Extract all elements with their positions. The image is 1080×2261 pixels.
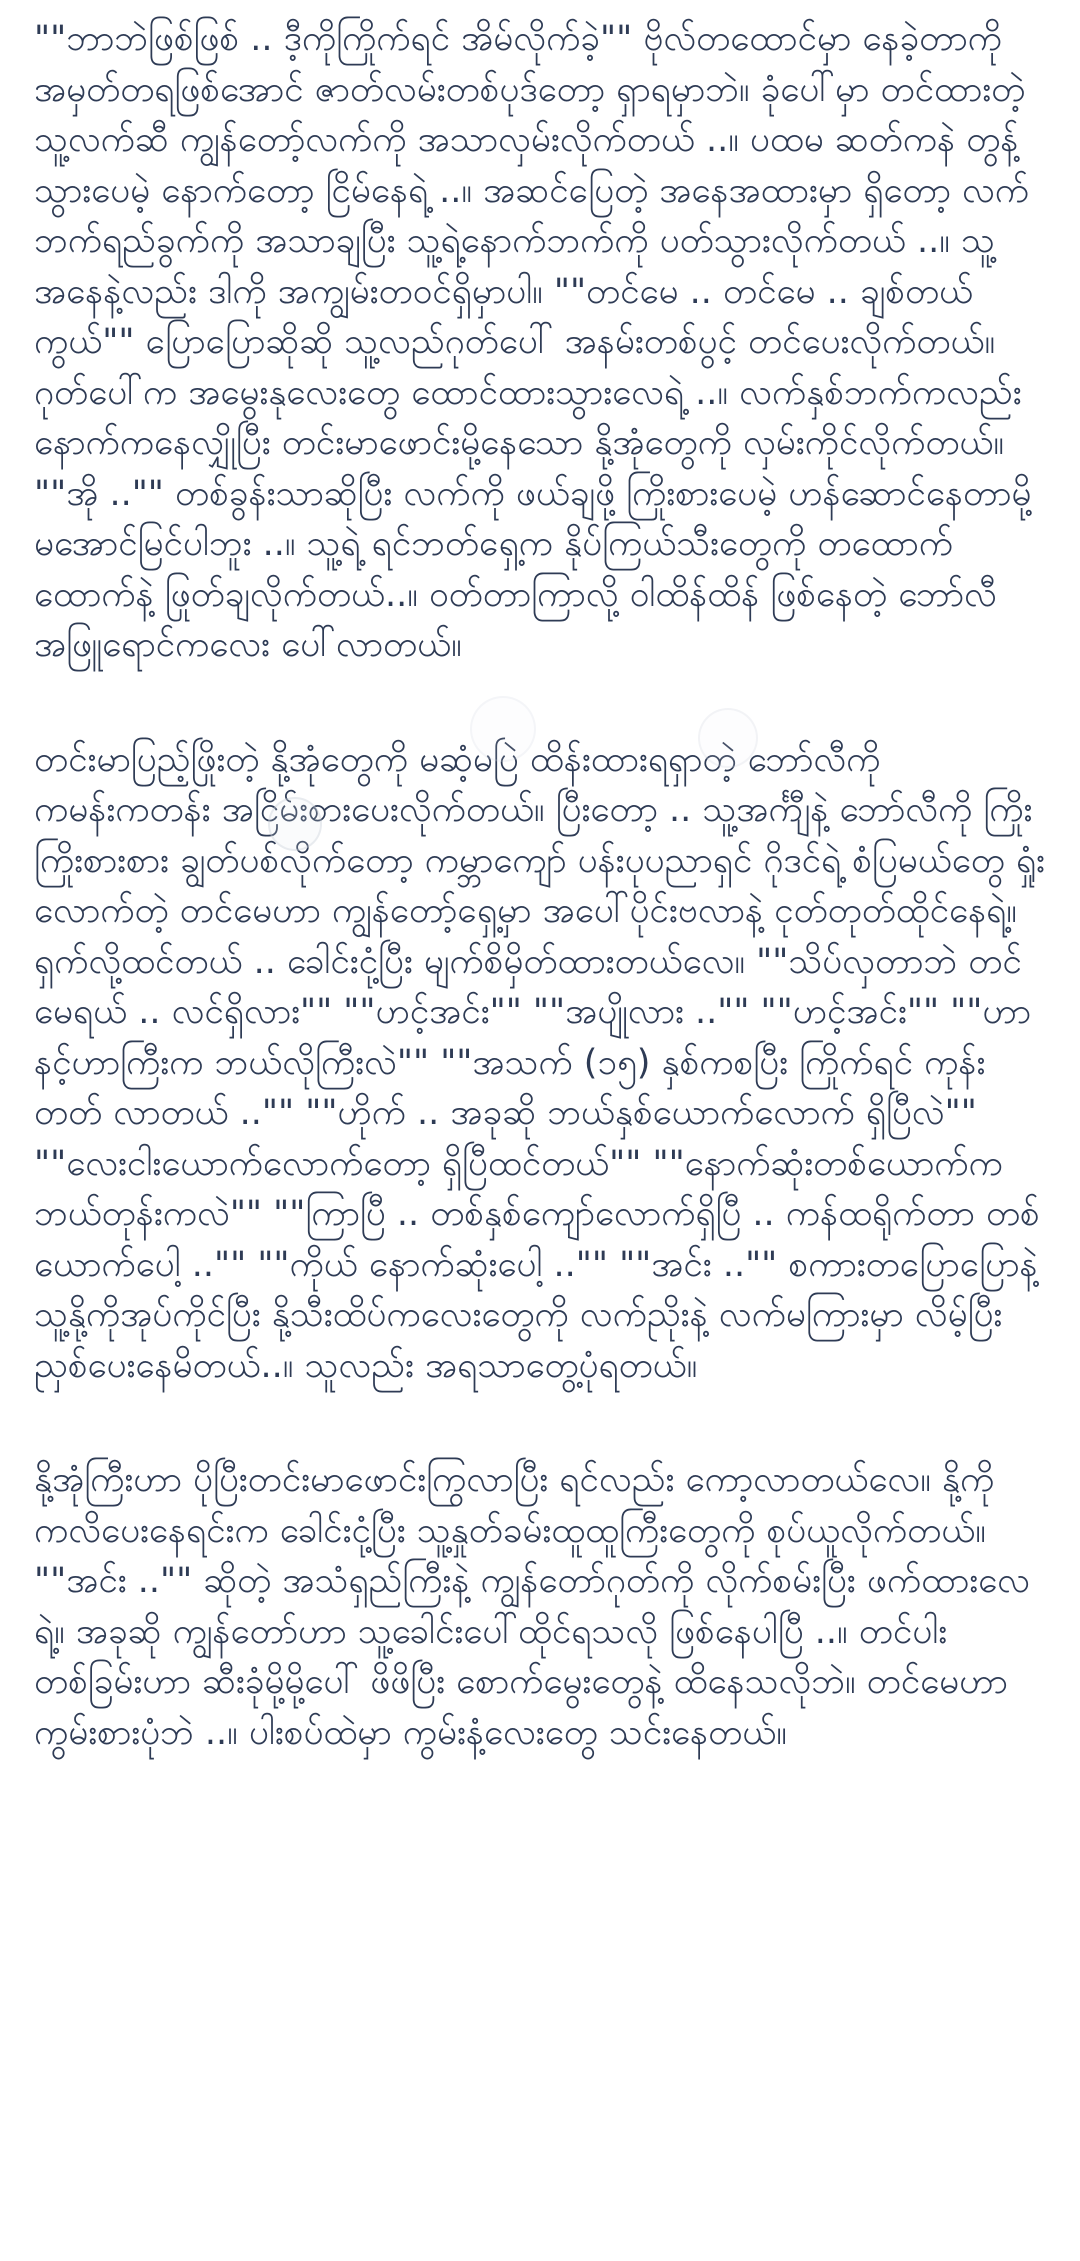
story-paragraph-2: တင်းမာပြည့်ဖြိုးတဲ့ နို့အုံတွေကို မဆံ့မပြဲ ထိန်းထားရရှာတဲ့ ဘော်လီကို ကမန်းကတန်း အငြိမ်းစားပေးလိုက်တယ်။ ပြီးတော့ .. သူ့အင်္ကျီနဲ့ ဘော်လီကို ကြိုးကြိုးစားစား ချွတ်ပစ်လိုက်တော့ ကမ္ဘာကျော် ပန်းပုပညာရှင် ဂိုဒင်ရဲ့ စံပြမယ်တွေ ရှုံးလောက်တဲ့ တင်မေဟာ ကျွန်တော့်ရှေ့မှာ အပေါ်ပိုင်းဗလာနဲ့ ငုတ်တုတ်ထိုင်နေရဲ့။ ရှက်လို့ထင်တယ် .. ခေါင်းငုံ့ပြီး မျက်စိမှိတ်ထားတယ်လေ။ ""သိပ်လှတာဘဲ တင်မေရယ် .. လင်ရှိလား"" ""ဟင့်အင်း"" ""အပျိုလား .."" ""ဟင့်အင်း"" ""ဟာ နင့်ဟာကြီးက ဘယ်လိုကြီးလဲ"" ""အသက် (၁၅) နှစ်ကစပြီး ကြိုက်ရင် ကုန်းတတ် လာတယ် .."" ""ဟိုက် .. အခုဆို ဘယ်နှစ်ယောက်လောက် ရှိပြီလဲ"" ""လေးငါးယောက်လောက်တော့ ရှိပြီထင်တယ်"" ""နောက်ဆုံးတစ်ယောက်က ဘယ်တုန်းကလဲ"" ""ကြာပြီ .. တစ်နှစ်ကျော်လောက်ရှိပြီ .. ကန်ထရိုက်တာ တစ်ယောက်ပေါ့ .."" ""ကိုယ် နောက်ဆုံးပေါ့ .."" ""အင်း .."" စကားတပြောပြောနဲ့ သူ့နို့ကိုအုပ်ကိုင်ပြီး နို့သီးထိပ်ကလေးတွေကို လက်ညိုးနဲ့ လက်မကြားမှာ လိမ့်ပြီး ညှစ်ပေးနေမိတယ်..။ သူလည်း အရသာတွေ့ပုံရတယ်။: [34, 739, 1045, 1386]
story-paragraph-3: နို့အုံကြီးဟာ ပိုပြီးတင်းမာဖောင်းကြွလာပြီး ရင်လည်း ကော့လာတယ်လေ။ နို့ကို ကလိပေးနေရင်းက ခေါင်းငုံ့ပြီး သူ့နှုတ်ခမ်းထူထူကြီးတွေကို စုပ်ယူလိုက်တယ်။ ""အင်း .."" ဆိုတဲ့ အသံရှည်ကြီးနဲ့ ကျွန်တော်ဂုတ်ကို လိုက်စမ်းပြီး ဖက်ထားလေရဲ့။ အခုဆို ကျွန်တော်ဟာ သူ့ခေါင်းပေါ်ထိုင်ရသလို ဖြစ်နေပါပြီ ..။ တင်ပါးတစ်ခြမ်းဟာ ဆီးခုံမို့မို့ပေါ် ဖိဖိပြီး စောက်မွေးတွေနဲ့ ထိနေသလိုဘဲ။ တင်မေဟာ ကွမ်းစားပုံဘဲ ..။ ပါးစပ်ထဲမှာ ကွမ်းနံ့လေးတွေ သင်းနေတယ်။: [34, 1460, 1030, 1753]
story-paragraph-1: ""ဘာဘဲဖြစ်ဖြစ် .. ဒီ့ကိုကြိုက်ရင် အိမ်လိုက်ခဲ့"" ဗိုလ်တထောင်မှာ နေခဲ့တာကို အမှတ်တရဖြစ်အောင် ဇာတ်လမ်းတစ်ပုဒ်တော့ ရှာရမှာဘဲ။ ခုံပေါ်မှာ တင်ထားတဲ့ သူ့လက်ဆီ ကျွန်တော့်လက်ကို အသာလှမ်းလိုက်တယ် ..။ ပထမ ဆတ်ကနဲ တွန့်သွားပေမဲ့ နောက်တော့ ငြိမ်နေရဲ့ ..။ အဆင်ပြေတဲ့ အနေအထားမှာ ရှိတော့ လက်ဘက်ရည်ခွက်ကို အသာချပြီး သူ့ရဲ့နောက်ဘက်ကို ပတ်သွားလိုက်တယ် ..။ သူ့အနေနဲ့လည်း ဒါကို အကျွမ်းတဝင်ရှိမှာပါ။ ""တင်မေ .. တင်မေ .. ချစ်တယ်ကွယ်"" ပြောပြောဆိုဆို သူ့လည်ဂုတ်ပေါ် အနမ်းတစ်ပွင့် တင်ပေးလိုက်တယ်။ ဂုတ်ပေါ်က အမွေးနုလေးတွေ ထောင်ထားသွားလေရဲ့ ..။ လက်နှစ်ဘက်ကလည်း နောက်ကနေလျှိုပြီး တင်းမာဖောင်းမို့နေသော နို့အုံတွေကို လှမ်းကိုင်လိုက်တယ်။ ""အို .."" တစ်ခွန်းသာဆိုပြီး လက်ကို ဖယ်ချဖို့ ကြိုးစားပေမဲ့ ဟန်ဆောင်နေတာမို့ မအောင်မြင်ပါဘူး ..။ သူ့ရဲ့ ရင်ဘတ်ရှေ့က နိုပ်ကြယ်သီးတွေကို တထောက်ထောက်နဲ့ ဖြုတ်ချလိုက်တယ်..။ ဝတ်တာကြာလို့ ဝါထိန်ထိန် ဖြစ်နေတဲ့ ဘော်လီအဖြူရောင်ကလေး ပေါ်လာတယ်။: [34, 19, 1032, 665]
